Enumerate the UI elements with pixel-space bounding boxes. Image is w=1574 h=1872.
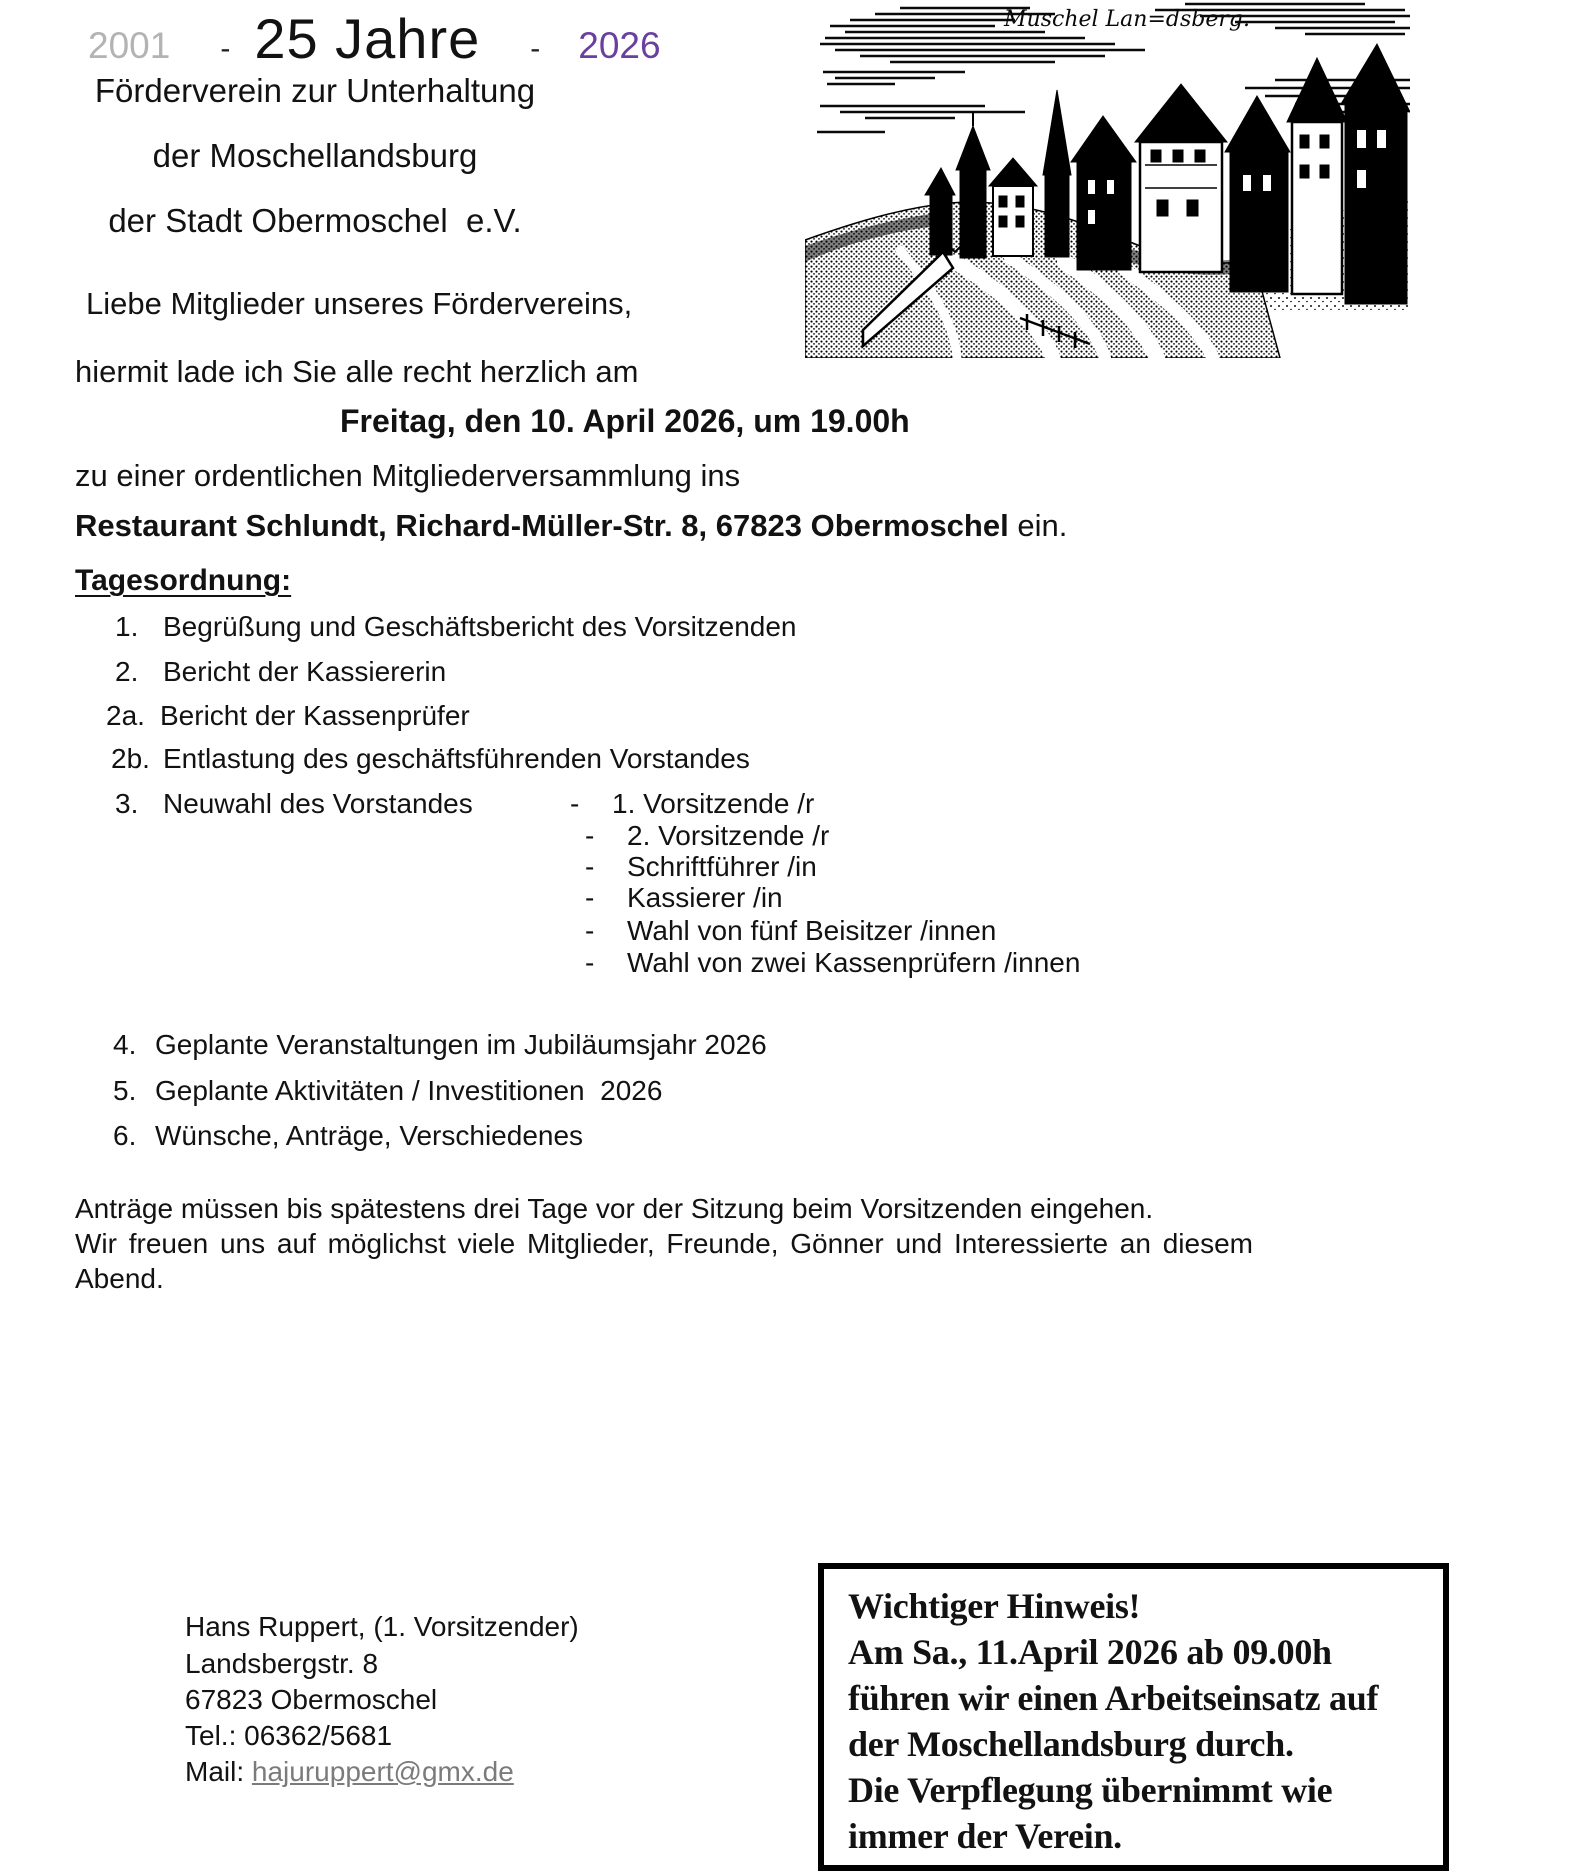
agenda-item	[106, 700, 470, 732]
board-position-item	[570, 788, 814, 820]
org-name-line3: der Stadt Obermoschel e.V.	[108, 201, 522, 239]
agenda-item-number: 4.	[113, 1029, 137, 1060]
intro-line: hiermit lade ich Sie alle recht herzlich am	[75, 354, 639, 389]
board-position-item	[585, 947, 1080, 979]
meeting-date: Freitag, den 10. April 2026, um 19.00h	[340, 403, 910, 439]
agenda-title: Tagesordnung:	[75, 564, 292, 597]
notice-line: Die Verpflegung übernimmt wie	[848, 1770, 1333, 1810]
agenda-item	[115, 788, 473, 820]
agenda-item	[111, 743, 750, 775]
agenda-item-number: 2a.	[106, 700, 145, 731]
agenda-item	[115, 611, 797, 643]
dash: -	[585, 882, 595, 913]
signer-name: Hans Ruppert, (1. Vorsitzender)	[185, 1611, 579, 1642]
agenda-item-text: Wünsche, Anträge, Verschiedenes	[155, 1120, 584, 1151]
signer-phone: Tel.: 06362/5681	[185, 1720, 393, 1751]
agenda-item	[113, 1075, 662, 1107]
castle-engraving	[805, 0, 1410, 358]
agenda-item-text: Neuwahl des Vorstandes	[163, 788, 473, 819]
meeting-location	[75, 508, 1067, 545]
year-start: 2001	[88, 25, 171, 66]
separator-dash: -	[220, 32, 231, 65]
board-position-text: Wahl von zwei Kassenprüfern /innen	[627, 947, 1081, 978]
agenda-item-number: 6.	[113, 1120, 137, 1151]
agenda-item-text: Geplante Veranstaltungen im Jubiläumsjahr 2026	[155, 1029, 767, 1060]
agenda-item-number: 1.	[115, 611, 139, 642]
salutation: Liebe Mitglieder unseres Fördervereins,	[86, 286, 633, 321]
anniversary-header	[88, 6, 661, 72]
important-notice-box	[818, 1563, 1449, 1871]
purpose-line: zu einer ordentlichen Mitgliederversammlung ins	[75, 458, 741, 493]
agenda-item	[113, 1120, 583, 1152]
board-position-text: Schriftführer /in	[627, 851, 817, 882]
notice-line: Wichtiger Hinweis!	[848, 1586, 1141, 1626]
agenda-item-text: Bericht der Kassenprüfer	[160, 700, 470, 731]
agenda-item-number: 2.	[115, 656, 139, 687]
dash: -	[585, 851, 595, 882]
board-position-text: Kassierer /in	[627, 882, 783, 913]
agenda-item-text: Entlastung des geschäftsführenden Vorstandes	[163, 743, 750, 774]
closing-line2: Wir freuen uns auf möglichst viele Mitglieder, Freunde, Gönner und Interessierte an diesem Abend.	[75, 1228, 1253, 1294]
anniversary-title: 25 Jahre	[254, 7, 481, 70]
agenda-item	[113, 1029, 767, 1061]
notice-line: führen wir einen Arbeitseinsatz auf	[848, 1678, 1379, 1718]
org-name-line1: Förderverein zur Unterhaltung	[94, 72, 536, 109]
dash: -	[585, 915, 595, 946]
dash: -	[570, 788, 580, 819]
board-position-item	[585, 882, 783, 914]
agenda-item-number: 3.	[115, 788, 139, 819]
location-bold: Restaurant Schlundt, Richard-Müller-Str. 8, 67823 Obermoschel	[75, 508, 1009, 543]
agenda-item-number: 5.	[113, 1075, 137, 1106]
agenda-item-text: Bericht der Kassiererin	[163, 656, 447, 687]
engraving-caption: Muschel Lan=dsberg.	[1004, 7, 1250, 32]
agenda-item-text: Begrüßung und Geschäftsbericht des Vorsitzenden	[163, 611, 797, 642]
board-position-text: 1. Vorsitzende /r	[612, 788, 815, 819]
signer-mail-row	[185, 1756, 514, 1788]
association-name	[75, 72, 555, 267]
dash: -	[585, 947, 595, 978]
board-position-item	[585, 851, 817, 883]
board-position-item	[585, 915, 996, 947]
signer-street: Landsbergstr. 8	[185, 1648, 379, 1679]
dash: -	[585, 820, 595, 851]
closing-line1: Anträge müssen bis spätestens drei Tage vor der Sitzung beim Vorsitzenden eingehen.	[75, 1193, 1154, 1224]
notice-line: der Moschellandsburg durch.	[848, 1724, 1294, 1764]
org-name-line2: der Moschellandsburg	[152, 136, 478, 174]
board-position-text: 2. Vorsitzende /r	[627, 820, 830, 851]
year-end: 2026	[578, 25, 661, 66]
separator-dash: -	[530, 32, 541, 65]
email-link[interactable]: hajuruppert@gmx.de	[251, 1756, 514, 1787]
agenda-item-text: Geplante Aktivitäten / Investitionen 2026	[155, 1075, 663, 1106]
board-position-item	[585, 820, 829, 852]
notice-line: Am Sa., 11.April 2026 ab 09.00h	[848, 1632, 1332, 1672]
location-suffix: ein.	[1008, 508, 1068, 543]
notice-line: immer der Verein.	[848, 1816, 1122, 1856]
signer-city: 67823 Obermoschel	[185, 1684, 438, 1715]
board-position-text: Wahl von fünf Beisitzer /innen	[627, 915, 997, 946]
agenda-item	[115, 656, 446, 688]
mail-label: Mail:	[185, 1756, 252, 1787]
agenda-item-number: 2b.	[111, 743, 150, 774]
